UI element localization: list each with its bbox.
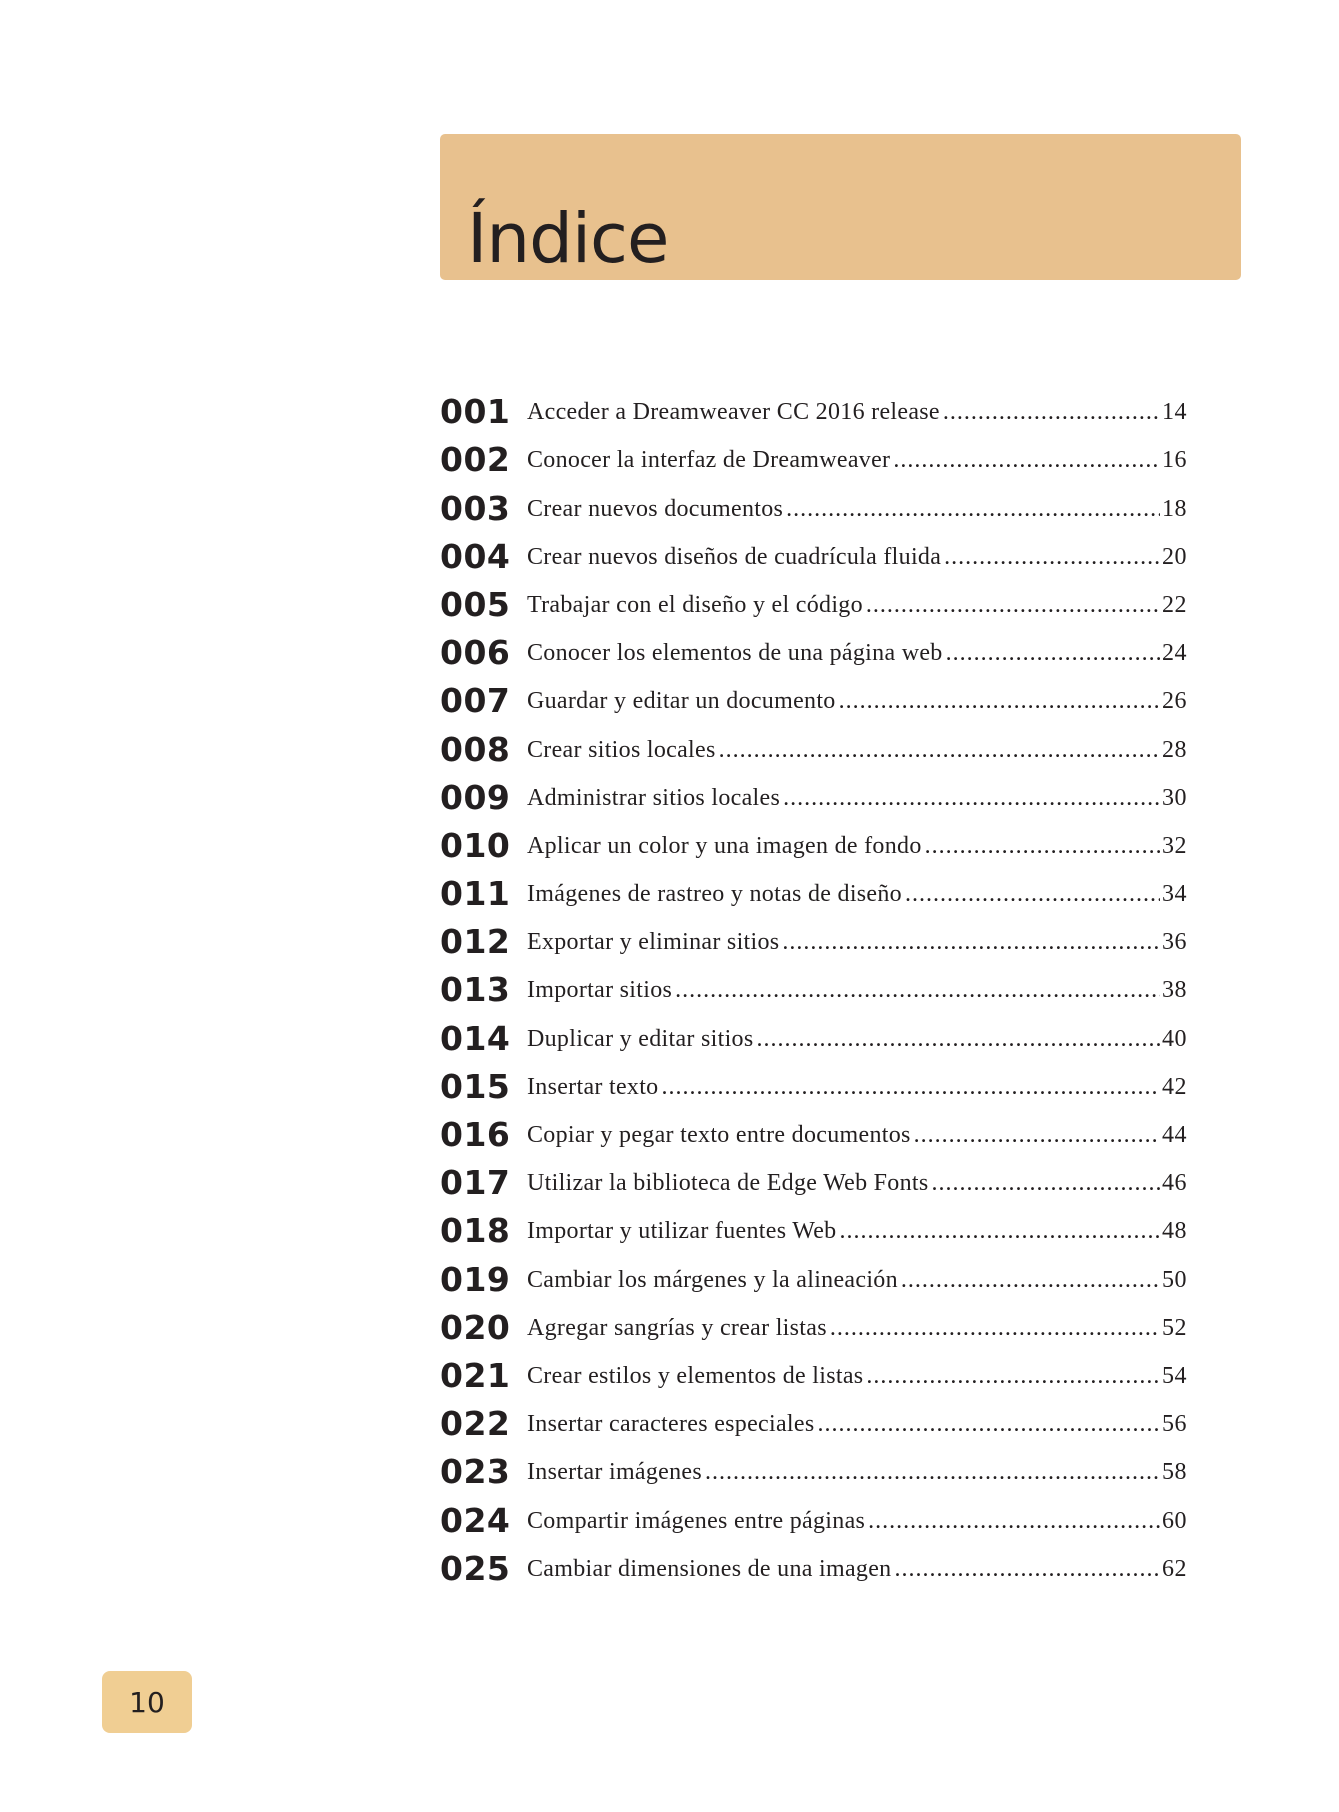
toc-entry[interactable] [440, 388, 1187, 436]
toc-entry-number: 014 [440, 1018, 511, 1058]
toc-leader-dots [866, 592, 1160, 619]
toc-entry-title: Cambiar dimensiones de una imagen [527, 1555, 892, 1582]
toc-entry-page: 14 [1162, 399, 1187, 426]
toc-entry-title: Guardar y editar un documento [527, 688, 836, 715]
toc-entry[interactable] [440, 870, 1187, 918]
toc-entry-number: 010 [440, 825, 511, 865]
toc-entry-number: 021 [440, 1355, 511, 1395]
toc-entry[interactable] [440, 1400, 1187, 1448]
toc-entry-number: 020 [440, 1307, 511, 1347]
toc-entry[interactable] [440, 1352, 1187, 1400]
toc-entry-title: Insertar imágenes [527, 1459, 703, 1486]
toc-entry-number: 015 [440, 1066, 511, 1106]
toc-entry-number: 011 [440, 874, 511, 914]
toc-leader-dots [817, 1411, 1160, 1438]
toc-leader-dots [932, 1170, 1160, 1197]
toc-entry-title: Duplicar y editar sitios [527, 1025, 754, 1052]
toc-entry-page: 42 [1162, 1073, 1187, 1100]
toc-entry-title: Cambiar los márgenes y la alineación [527, 1266, 898, 1293]
toc-entry-title: Crear estilos y elementos de listas [527, 1362, 864, 1389]
toc-leader-dots [868, 1508, 1160, 1535]
toc-entry-page: 36 [1162, 929, 1187, 956]
toc-entry-number: 004 [440, 536, 511, 576]
toc-entry-number: 018 [440, 1211, 511, 1251]
toc-leader-dots [946, 640, 1160, 667]
toc-entry[interactable] [440, 966, 1187, 1014]
toc-entry-title: Imágenes de rastreo y notas de diseño [527, 881, 902, 908]
toc-entry-page: 58 [1162, 1459, 1187, 1486]
toc-entry[interactable] [440, 436, 1187, 484]
toc-entry-title: Exportar y eliminar sitios [527, 929, 780, 956]
toc-entry-page: 22 [1162, 591, 1187, 618]
toc-entry[interactable] [440, 1014, 1187, 1062]
toc-entry[interactable] [440, 1448, 1187, 1496]
page-number-badge [102, 1671, 192, 1733]
toc-leader-dots [705, 1459, 1160, 1486]
toc-entry-number: 007 [440, 681, 511, 721]
toc-entry[interactable] [440, 1304, 1187, 1352]
toc-entry-number: 001 [440, 392, 511, 432]
toc-entry-title: Compartir imágenes entre páginas [527, 1507, 866, 1534]
toc-entry-page: 16 [1162, 447, 1187, 474]
toc-leader-dots [943, 399, 1160, 426]
toc-entry-number: 023 [440, 1452, 511, 1492]
toc-entry-title: Trabajar con el diseño y el código [527, 591, 863, 618]
toc-entry[interactable] [440, 822, 1187, 870]
toc-entry[interactable] [440, 1545, 1187, 1593]
title-banner [440, 134, 1241, 280]
toc-entry-title: Crear nuevos diseños de cuadrícula fluida [527, 543, 942, 570]
toc-entry[interactable] [440, 1159, 1187, 1207]
toc-entry-title: Utilizar la biblioteca de Edge Web Fonts [527, 1170, 929, 1197]
toc-entry-number: 024 [440, 1500, 511, 1540]
table-of-contents [440, 388, 1187, 1593]
toc-entry-page: 40 [1162, 1025, 1187, 1052]
toc-entry[interactable] [440, 918, 1187, 966]
toc-leader-dots [894, 1556, 1160, 1583]
toc-entry-page: 48 [1162, 1218, 1187, 1245]
toc-entry[interactable] [440, 581, 1187, 629]
toc-leader-dots [661, 1074, 1160, 1101]
toc-entry-number: 013 [440, 970, 511, 1010]
toc-entry-page: 56 [1162, 1411, 1187, 1438]
toc-entry-title: Copiar y pegar texto entre documentos [527, 1122, 911, 1148]
toc-entry[interactable] [440, 533, 1187, 581]
toc-entry-title: Crear sitios locales [527, 736, 716, 763]
toc-entry-title: Acceder a Dreamweaver CC 2016 release [527, 399, 940, 426]
toc-entry-number: 019 [440, 1259, 511, 1299]
toc-entry[interactable] [440, 725, 1187, 773]
toc-entry-number: 025 [440, 1548, 511, 1588]
toc-entry-number: 009 [440, 777, 511, 817]
toc-entry[interactable] [440, 774, 1187, 822]
toc-entry[interactable] [440, 1063, 1187, 1111]
toc-entry[interactable] [440, 1111, 1187, 1159]
toc-entry-title: Aplicar un color y una imagen de fondo [527, 832, 922, 859]
toc-entry[interactable] [440, 677, 1187, 725]
toc-leader-dots [839, 688, 1160, 715]
toc-entry-title: Agregar sangrías y crear listas [527, 1314, 827, 1341]
toc-leader-dots [719, 737, 1160, 764]
toc-leader-dots [866, 1363, 1160, 1390]
toc-leader-dots [905, 881, 1160, 908]
toc-entry-page: 34 [1162, 881, 1187, 908]
toc-entry-page: 24 [1162, 640, 1187, 667]
toc-entry-page: 38 [1162, 977, 1187, 1004]
toc-leader-dots [893, 447, 1160, 474]
toc-entry-title: Conocer la interfaz de Dreamweaver [527, 447, 891, 474]
toc-entry-page: 18 [1162, 495, 1187, 522]
toc-entry-page: 44 [1162, 1122, 1187, 1148]
toc-entry-number: 017 [440, 1163, 511, 1203]
page-title: Índice [467, 199, 669, 279]
toc-leader-dots [944, 544, 1160, 571]
toc-entry-page: 46 [1162, 1170, 1187, 1197]
toc-entry-number: 016 [440, 1115, 511, 1154]
toc-leader-dots [901, 1267, 1160, 1294]
toc-entry-number: 008 [440, 729, 511, 769]
toc-entry-number: 022 [440, 1404, 511, 1444]
toc-entry-page: 20 [1162, 543, 1187, 570]
toc-leader-dots [756, 1026, 1160, 1053]
toc-entry-title: Insertar texto [527, 1073, 659, 1100]
toc-entry[interactable] [440, 629, 1187, 677]
toc-leader-dots [783, 785, 1160, 812]
toc-leader-dots [830, 1315, 1160, 1342]
toc-entry-page: 52 [1162, 1314, 1187, 1341]
toc-leader-dots [675, 977, 1160, 1004]
toc-entry[interactable] [440, 1255, 1187, 1303]
page-number: 10 [129, 1685, 165, 1719]
toc-entry-page: 62 [1162, 1555, 1187, 1582]
toc-entry-number: 006 [440, 633, 511, 673]
toc-entry-page: 30 [1162, 784, 1187, 811]
toc-entry-title: Insertar caracteres especiales [527, 1411, 815, 1438]
toc-entry[interactable] [440, 1207, 1187, 1255]
toc-entry-title: Conocer los elementos de una página web [527, 640, 943, 667]
toc-entry-number: 003 [440, 488, 511, 528]
toc-entry-number: 002 [440, 440, 511, 480]
toc-leader-dots [782, 929, 1160, 956]
toc-entry-title: Crear nuevos documentos [527, 495, 784, 522]
toc-entry-page: 60 [1162, 1507, 1187, 1534]
toc-entry-title: Importar y utilizar fuentes Web [527, 1218, 837, 1245]
toc-entry-number: 005 [440, 584, 511, 624]
toc-entry-page: 26 [1162, 688, 1187, 715]
toc-leader-dots [914, 1122, 1160, 1149]
toc-leader-dots [786, 496, 1160, 523]
toc-entry[interactable] [440, 484, 1187, 532]
toc-entry-title: Administrar sitios locales [527, 784, 781, 811]
toc-entry-page: 50 [1162, 1266, 1187, 1293]
toc-entry-page: 54 [1162, 1362, 1187, 1389]
toc-entry-page: 32 [1162, 832, 1187, 859]
toc-entry-title: Importar sitios [527, 977, 673, 1004]
toc-leader-dots [925, 833, 1160, 860]
toc-entry[interactable] [440, 1496, 1187, 1544]
toc-entry-number: 012 [440, 922, 511, 962]
toc-leader-dots [840, 1218, 1161, 1245]
toc-entry-page: 28 [1162, 736, 1187, 763]
